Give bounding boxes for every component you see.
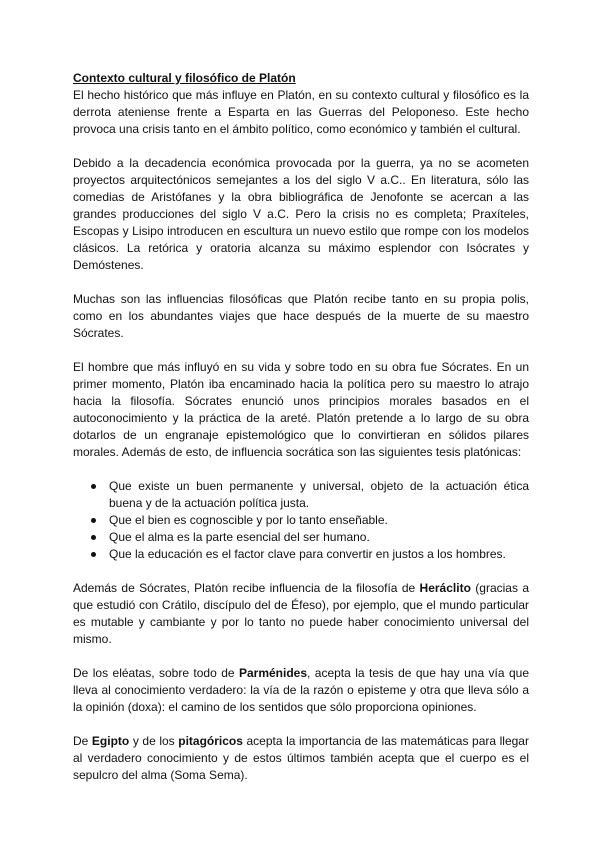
list-item	[109, 512, 529, 529]
paragraph-text: (gracias a que estudió con Crátilo, discípulo del de Éfeso), por ejemplo, que el mundo particular es mutable y cambiante y por lo tanto no puede haber conocimiento universal del mismo.	[73, 581, 529, 646]
bullet-icon	[91, 518, 96, 523]
list-item	[109, 529, 529, 546]
bullet-icon	[91, 552, 96, 557]
paragraph-text: De	[73, 734, 92, 748]
socratic-theses-list	[73, 478, 529, 563]
bullet-icon	[91, 484, 96, 489]
paragraph-philosophical-influences: Muchas son las influencias filosóficas que Platón recibe tanto en su propia polis, como en los abundantes viajes que hace después de la muerte de su maestro Sócrates.	[73, 292, 529, 340]
paragraph-historical-context: El hecho histórico que más influye en Platón, en su contexto cultural y filosófico es la derrota ateniense frente a Esparta en las Guerras del Peloponeso. Este hecho provoca una crisis tanto en el ámbito político, como económico y también el cultural.	[73, 88, 529, 136]
paragraph-text: , acepta la tesis de que hay una vía que lleva al conocimiento verdadero: la vía de la razón o episteme y otra que lleva sólo a la opinión (doxa): el camino de los sentidos que sólo proporciona opiniones.	[73, 666, 529, 714]
paragraph-text: y de los	[129, 734, 179, 748]
paragraph-egypt-pythagoreans	[73, 733, 529, 784]
list-item	[109, 546, 529, 563]
bold-term-egypt: Egipto	[91, 734, 130, 748]
bold-term-heraclitus: Heráclito	[419, 581, 471, 595]
paragraph-text: Además de Sócrates, Platón recibe influencia de la filosofía de	[73, 581, 420, 595]
paragraph-socrates-influence: El hombre que más influyó en su vida y sobre todo en su obra fue Sócrates. En un primer momento, Platón iba encaminado hacia la política pero su maestro lo atrajo hacia la filosofía. Sócrates enunció unos principios morales basados en el autoconocimiento y la práctica de la areté. Platón pretende a lo largo de su obra dotarlos de un engranaje epistemológico que lo convirtieran en sólidos pilares morales. Además de esto, de influencia socrática son las siguientes tesis platónicas:	[73, 360, 529, 459]
document-title: Contexto cultural y filosófico de Platón	[73, 71, 296, 85]
list-item-text: Que existe un buen permanente y universal, objeto de la actuación ética buena y de la actuación política justa.	[109, 479, 529, 510]
list-item	[109, 478, 529, 512]
bold-term-parmenides: Parménides	[238, 666, 308, 680]
bullet-icon	[91, 535, 96, 540]
paragraph-parmenides	[73, 665, 529, 716]
list-item-text: Que el alma es la parte esencial del ser humano.	[109, 530, 370, 544]
bold-term-pythagoreans: pitagóricos	[178, 734, 243, 748]
paragraph-text: De los eléatas, sobre todo de	[73, 666, 239, 680]
list-item-text: Que la educación es el factor clave para convertir en justos a los hombres.	[109, 547, 506, 561]
paragraph-text: acepta la importancia de las matemáticas para llegar al verdadero conocimiento y de estos últimos también acepta que el cuerpo es el sepulcro del alma (Soma Sema).	[73, 734, 529, 782]
paragraph-heraclitus	[73, 580, 529, 648]
paragraph-cultural-decline: Debido a la decadencia económica provocada por la guerra, ya no se acometen proyectos arquitectónicos semejantes a los del siglo V a.C.. En literatura, sólo las comedias de Aristófanes y la obra bibliográfica de Jenofonte se acercan a las grandes producciones del siglo V a.C. Pero la crisis no es completa; Praxíteles, Escopas y Lisipo introducen en escultura un nuevo estilo que rompe con los modelos clásicos. La retórica y oratoria alcanza su máximo esplendor con Isócrates y Demóstenes.	[73, 156, 529, 272]
list-item-text: Que el bien es cognoscible y por lo tanto enseñable.	[109, 513, 388, 527]
document-body	[73, 70, 529, 784]
